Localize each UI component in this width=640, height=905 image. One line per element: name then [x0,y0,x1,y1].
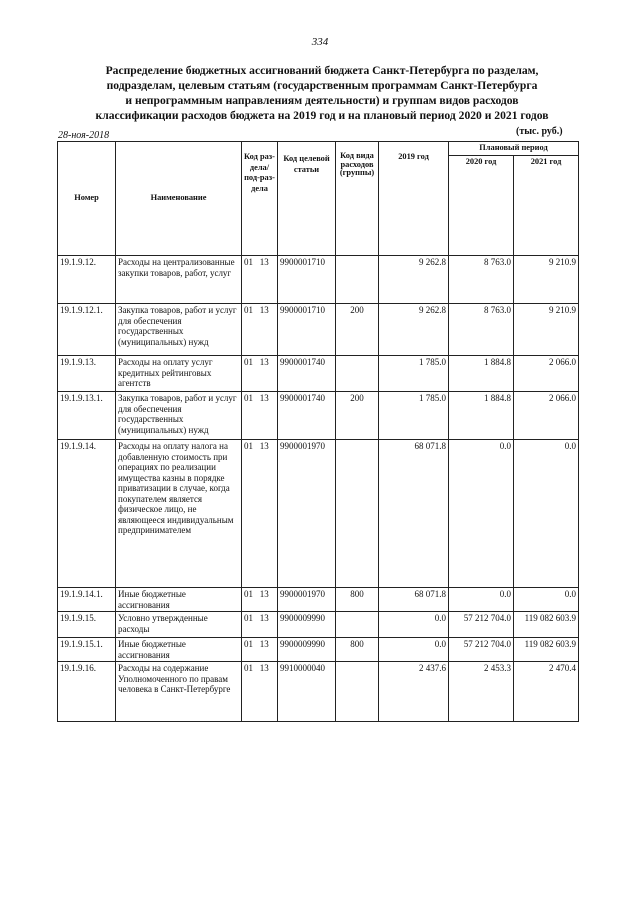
row-target-code: 9900001970 [278,440,336,588]
row-target-code: 9910000040 [278,662,336,722]
header-2021: 2021 год [514,156,579,256]
document-date: 28-ноя-2018 [58,130,110,141]
section: 01 [244,357,253,367]
row-2019: 1 785.0 [379,356,449,392]
section: 01 [244,257,253,267]
row-2021: 119 082 603.9 [514,638,579,662]
row-number: 19.1.9.13.1. [58,392,116,440]
row-number: 19.1.9.13. [58,356,116,392]
row-2019: 0.0 [379,612,449,638]
title-line: подразделам, целевым статьям (государственным программам Санкт-Петербурга [106,79,538,92]
table-row [58,304,579,356]
table-header [58,142,579,256]
row-type-code [336,440,379,588]
table-row [58,662,579,722]
row-2021: 9 210.9 [514,256,579,304]
row-2020: 0.0 [449,440,514,588]
subsection: 13 [259,589,269,599]
row-2019: 9 262.8 [379,304,449,356]
row-section-code [242,662,278,722]
row-number: 19.1.9.14. [58,440,116,588]
row-name: Условно утвержденные расходы [116,612,242,638]
row-name: Закупка товаров, работ и услуг для обеспечения государственных (муниципальных) нужд [116,392,242,440]
row-2020: 57 212 704.0 [449,638,514,662]
row-type-code [336,256,379,304]
row-section-code [242,304,278,356]
header-number: Номер [58,142,116,256]
row-2019: 0.0 [379,638,449,662]
header-planned-period: Плановый период [449,142,579,156]
row-target-code: 9900001740 [278,356,336,392]
row-section-code [242,612,278,638]
subsection: 13 [259,441,269,451]
row-2021: 119 082 603.9 [514,612,579,638]
row-2020: 0.0 [449,588,514,612]
row-type-code [336,612,379,638]
header-2019: 2019 год [379,142,449,256]
row-2019: 68 071.8 [379,440,449,588]
row-type-code [336,662,379,722]
table-row [58,612,579,638]
subsection: 13 [259,305,269,315]
subsection: 13 [259,393,269,403]
section: 01 [244,305,253,315]
row-target-code: 9900001740 [278,392,336,440]
page-number: 334 [311,36,329,48]
document-title [62,63,582,123]
row-name: Иные бюджетные ассигнования [116,588,242,612]
table-body [58,256,579,722]
header-name: Наименование [116,142,242,256]
row-2021: 0.0 [514,440,579,588]
row-type-code: 800 [336,638,379,662]
row-type-code: 200 [336,392,379,440]
row-number: 19.1.9.12. [58,256,116,304]
row-2019: 9 262.8 [379,256,449,304]
row-type-code: 200 [336,304,379,356]
row-name: Расходы на централизованные закупки товаров, работ, услуг [116,256,242,304]
title-line: Распределение бюджетных ассигнований бюджета Санкт-Петербурга по разделам, [105,64,539,77]
row-section-code [242,588,278,612]
table-row [58,256,579,304]
row-name: Расходы на оплату услуг кредитных рейтинговых агентств [116,356,242,392]
row-section-code [242,638,278,662]
row-number: 19.1.9.15. [58,612,116,638]
row-2021: 2 066.0 [514,356,579,392]
header-section-code: Код раз-дела/ под-раз-дела [242,142,278,256]
section: 01 [244,613,253,623]
row-2020: 2 453.3 [449,662,514,722]
row-name: Расходы на содержание Уполномоченного по правам человека в Санкт-Петербурге [116,662,242,722]
row-section-code [242,392,278,440]
subsection: 13 [259,357,269,367]
row-2019: 1 785.0 [379,392,449,440]
units-label: (тыс. руб.) [516,126,563,137]
row-section-code [242,256,278,304]
row-type-code [336,356,379,392]
header-expense-type-code: Код вида расходов (группы) [336,142,379,256]
row-2021: 0.0 [514,588,579,612]
row-name: Иные бюджетные ассигнования [116,638,242,662]
title-line: и непрограммным направлениям деятельности) и группам видов расходов [125,94,519,107]
subsection: 13 [259,639,269,649]
row-name: Расходы на оплату налога на добавленную стоимость при операциях по реализации имущества казны в порядке приватизации в случае, когда покупателем является физическое лицо, не являющееся индивидуальным предпринимателем [116,440,242,588]
row-2019: 68 071.8 [379,588,449,612]
section: 01 [244,639,253,649]
section: 01 [244,393,253,403]
row-2021: 9 210.9 [514,304,579,356]
row-number: 19.1.9.12.1. [58,304,116,356]
title-line: классификации расходов бюджета на 2019 год и на плановый период 2020 и 2021 годов [95,109,549,122]
budget-table [57,141,579,722]
section: 01 [244,441,253,451]
section: 01 [244,589,253,599]
table-row [58,638,579,662]
section: 01 [244,663,253,673]
row-target-code: 9900001710 [278,256,336,304]
row-number: 19.1.9.15.1. [58,638,116,662]
row-number: 19.1.9.14.1. [58,588,116,612]
row-2020: 1 884.8 [449,356,514,392]
row-2019: 2 437.6 [379,662,449,722]
row-target-code: 9900009990 [278,638,336,662]
table-row [58,392,579,440]
row-number: 19.1.9.16. [58,662,116,722]
table-row [58,356,579,392]
table-row [58,588,579,612]
row-target-code: 9900001970 [278,588,336,612]
row-2021: 2 470.4 [514,662,579,722]
row-section-code [242,440,278,588]
row-target-code: 9900009990 [278,612,336,638]
row-2020: 8 763.0 [449,256,514,304]
row-2021: 2 066.0 [514,392,579,440]
row-section-code [242,356,278,392]
header-target-code: Код целевой статьи [278,142,336,256]
row-type-code: 800 [336,588,379,612]
subsection: 13 [259,663,269,673]
row-target-code: 9900001710 [278,304,336,356]
table-row [58,440,579,588]
subsection: 13 [259,257,269,267]
row-name: Закупка товаров, работ и услуг для обеспечения государственных (муниципальных) нужд [116,304,242,356]
header-2020: 2020 год [449,156,514,256]
row-2020: 8 763.0 [449,304,514,356]
row-2020: 57 212 704.0 [449,612,514,638]
row-2020: 1 884.8 [449,392,514,440]
subsection: 13 [259,613,269,623]
